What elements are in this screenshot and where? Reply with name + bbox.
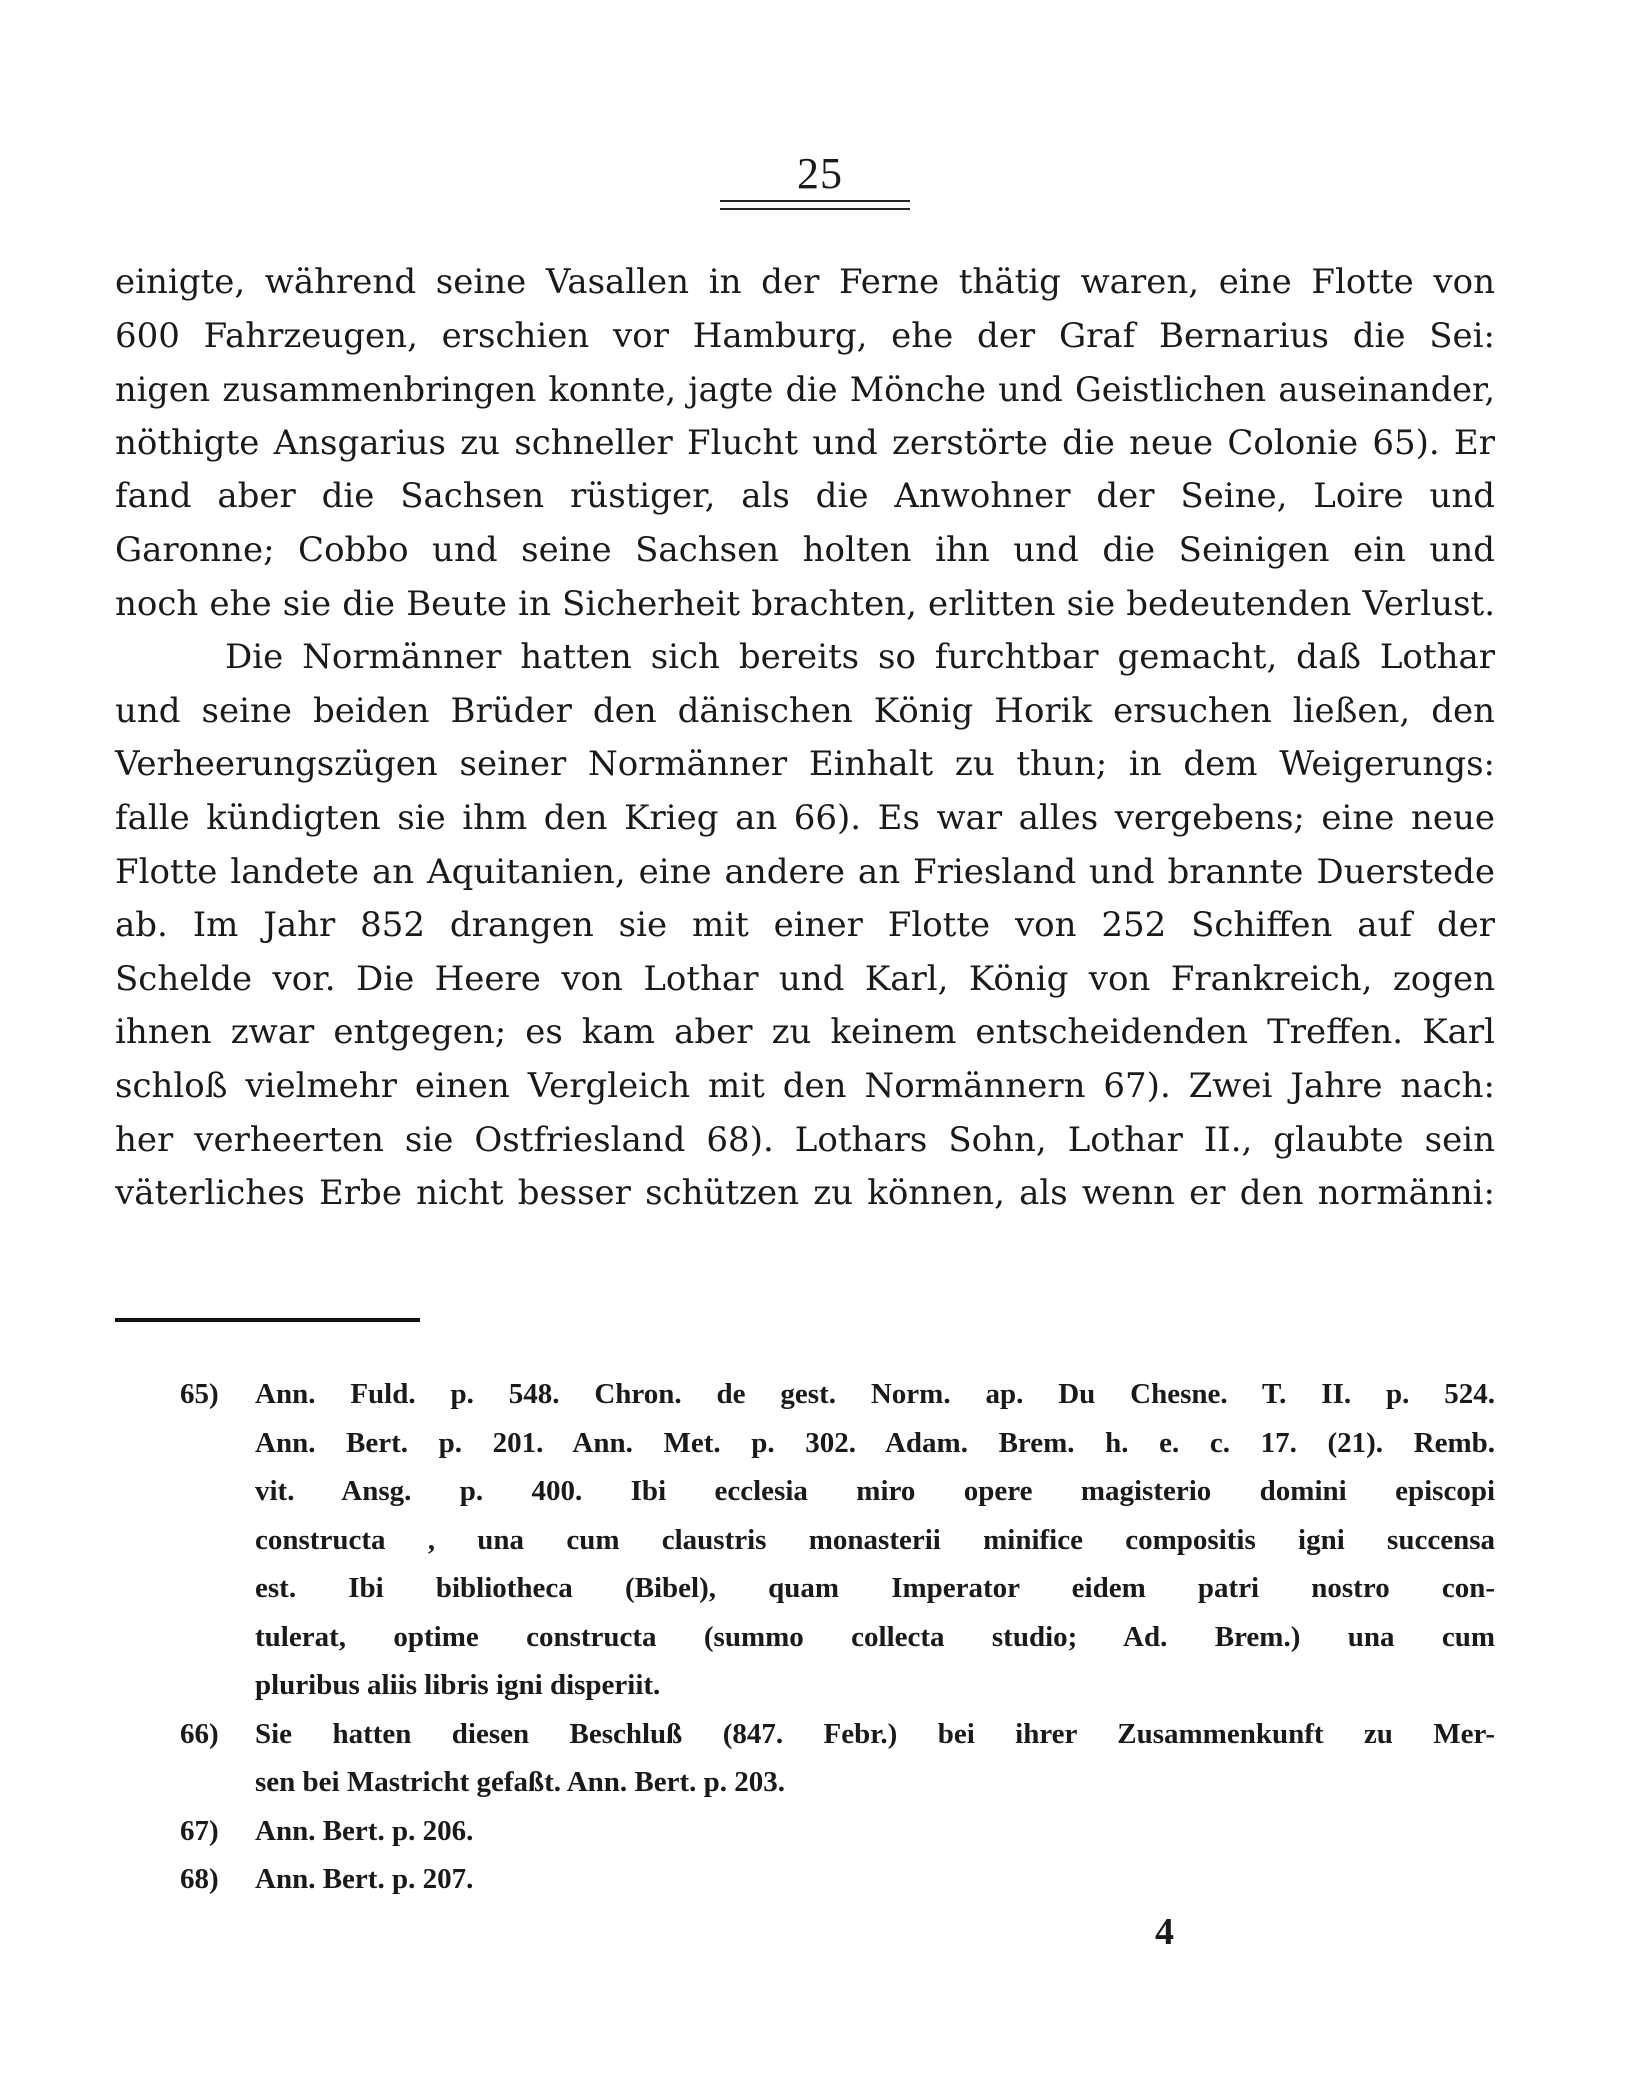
footnote-67 <box>180 1807 1495 1856</box>
footnote-line: Ann. Fuld. p. 548. Chron. de gest. Norm. ap. Du Chesne. T. II. p. 524. <box>255 1378 1495 1410</box>
footnote-line: Sie hatten diesen Beschluß (847. Febr.) bei ihrer Zusammenkunft zu Mer- <box>255 1717 1495 1750</box>
text-line: nigen zusammenbringen konnte, jagte die Mönche und Geistlichen auseinander, <box>115 370 1495 410</box>
page-number: 25 <box>797 149 843 198</box>
footnote-number: 66) <box>180 1717 219 1750</box>
text-line: her verheerten sie Ostfriesland 68). Lothars Sohn, Lothar II., glaubte sein <box>115 1119 1495 1160</box>
text-line: Verheerungszügen seiner Normänner Einhalt zu thun; in dem Weigerungs: <box>115 744 1495 785</box>
header-double-rule <box>720 200 910 210</box>
text-line: nöthigte Ansgarius zu schneller Flucht und zerstörte die neue Colonie 65). Er <box>115 422 1495 463</box>
text-line: Garonne; Cobbo und seine Sachsen holten ihn und die Seinigen ein und <box>115 529 1495 570</box>
text-line: falle kündigten sie ihm den Krieg an 66). Es war alles vergebens; eine neue <box>115 797 1495 838</box>
footnote-line: Ann. Bert. p. 207. <box>255 1863 474 1895</box>
text-line: noch ehe sie die Beute in Sicherheit brachten, erlitten sie bedeutenden Verlust. <box>115 583 1495 624</box>
signature-mark: 4 <box>1155 1911 1174 1953</box>
footnote-line: constructa , una cum claustris monasterii minifice compositis igni succensa <box>255 1523 1495 1556</box>
footnotes-block <box>180 1370 1495 1904</box>
footnote-65 <box>180 1370 1495 1710</box>
footnote-line: sen bei Mastricht gefaßt. Ann. Bert. p. 203. <box>255 1766 786 1798</box>
footnote-line: Ann. Bert. p. 206. <box>255 1814 474 1847</box>
text-line: Flotte landete an Aquitanien, eine andere an Friesland und brannte Duerstede <box>115 851 1495 892</box>
footnote-line: est. Ibi bibliotheca (Bibel), quam Imperator eidem patri nostro con- <box>255 1572 1495 1604</box>
text-line: und seine beiden Brüder den dänischen König Horik ersuchen ließen, den <box>115 690 1495 731</box>
text-line: Die Normänner hatten sich bereits so furchtbar gemacht, daß Lothar <box>225 637 1495 678</box>
text-line: väterliches Erbe nicht besser schützen zu können, als wenn er den normänni: <box>115 1173 1495 1214</box>
text-line: 600 Fahrzeugen, erschien vor Hamburg, ehe der Graf Bernarius die Sei: <box>115 315 1495 356</box>
text-line: Schelde vor. Die Heere von Lothar und Karl, König von Frankreich, zogen <box>115 958 1495 999</box>
footnote-number: 67) <box>180 1814 219 1847</box>
text-line: ihnen zwar entgegen; es kam aber zu keinem entscheidenden Treffen. Karl <box>115 1012 1495 1053</box>
footnote-line: Ann. Bert. p. 201. Ann. Met. p. 302. Adam. Brem. h. e. c. 17. (21). Remb. <box>255 1426 1495 1459</box>
main-text-block <box>115 256 1495 1221</box>
footnote-68 <box>180 1855 1495 1904</box>
footnote-66 <box>180 1710 1495 1807</box>
footnote-separator <box>115 1318 420 1322</box>
text-line: ab. Im Jahr 852 drangen sie mit einer Flotte von 252 Schiffen auf der <box>115 905 1495 946</box>
text-line: schloß vielmehr einen Vergleich mit den Normännern 67). Zwei Jahre nach: <box>115 1065 1495 1106</box>
footnote-number: 65) <box>180 1378 219 1410</box>
footnote-line: vit. Ansg. p. 400. Ibi ecclesia miro opere magisterio domini episcopi <box>255 1475 1495 1507</box>
footnote-number: 68) <box>180 1863 219 1895</box>
text-line: einigte, während seine Vasallen in der Ferne thätig waren, eine Flotte von <box>115 262 1495 302</box>
footnote-line: tulerat, optime constructa (summo collecta studio; Ad. Brem.) una cum <box>255 1620 1495 1653</box>
text-line: fand aber die Sachsen rüstiger, als die Anwohner der Seine, Loire und <box>115 476 1495 517</box>
footnote-line: pluribus aliis libris igni disperiit. <box>255 1669 661 1701</box>
